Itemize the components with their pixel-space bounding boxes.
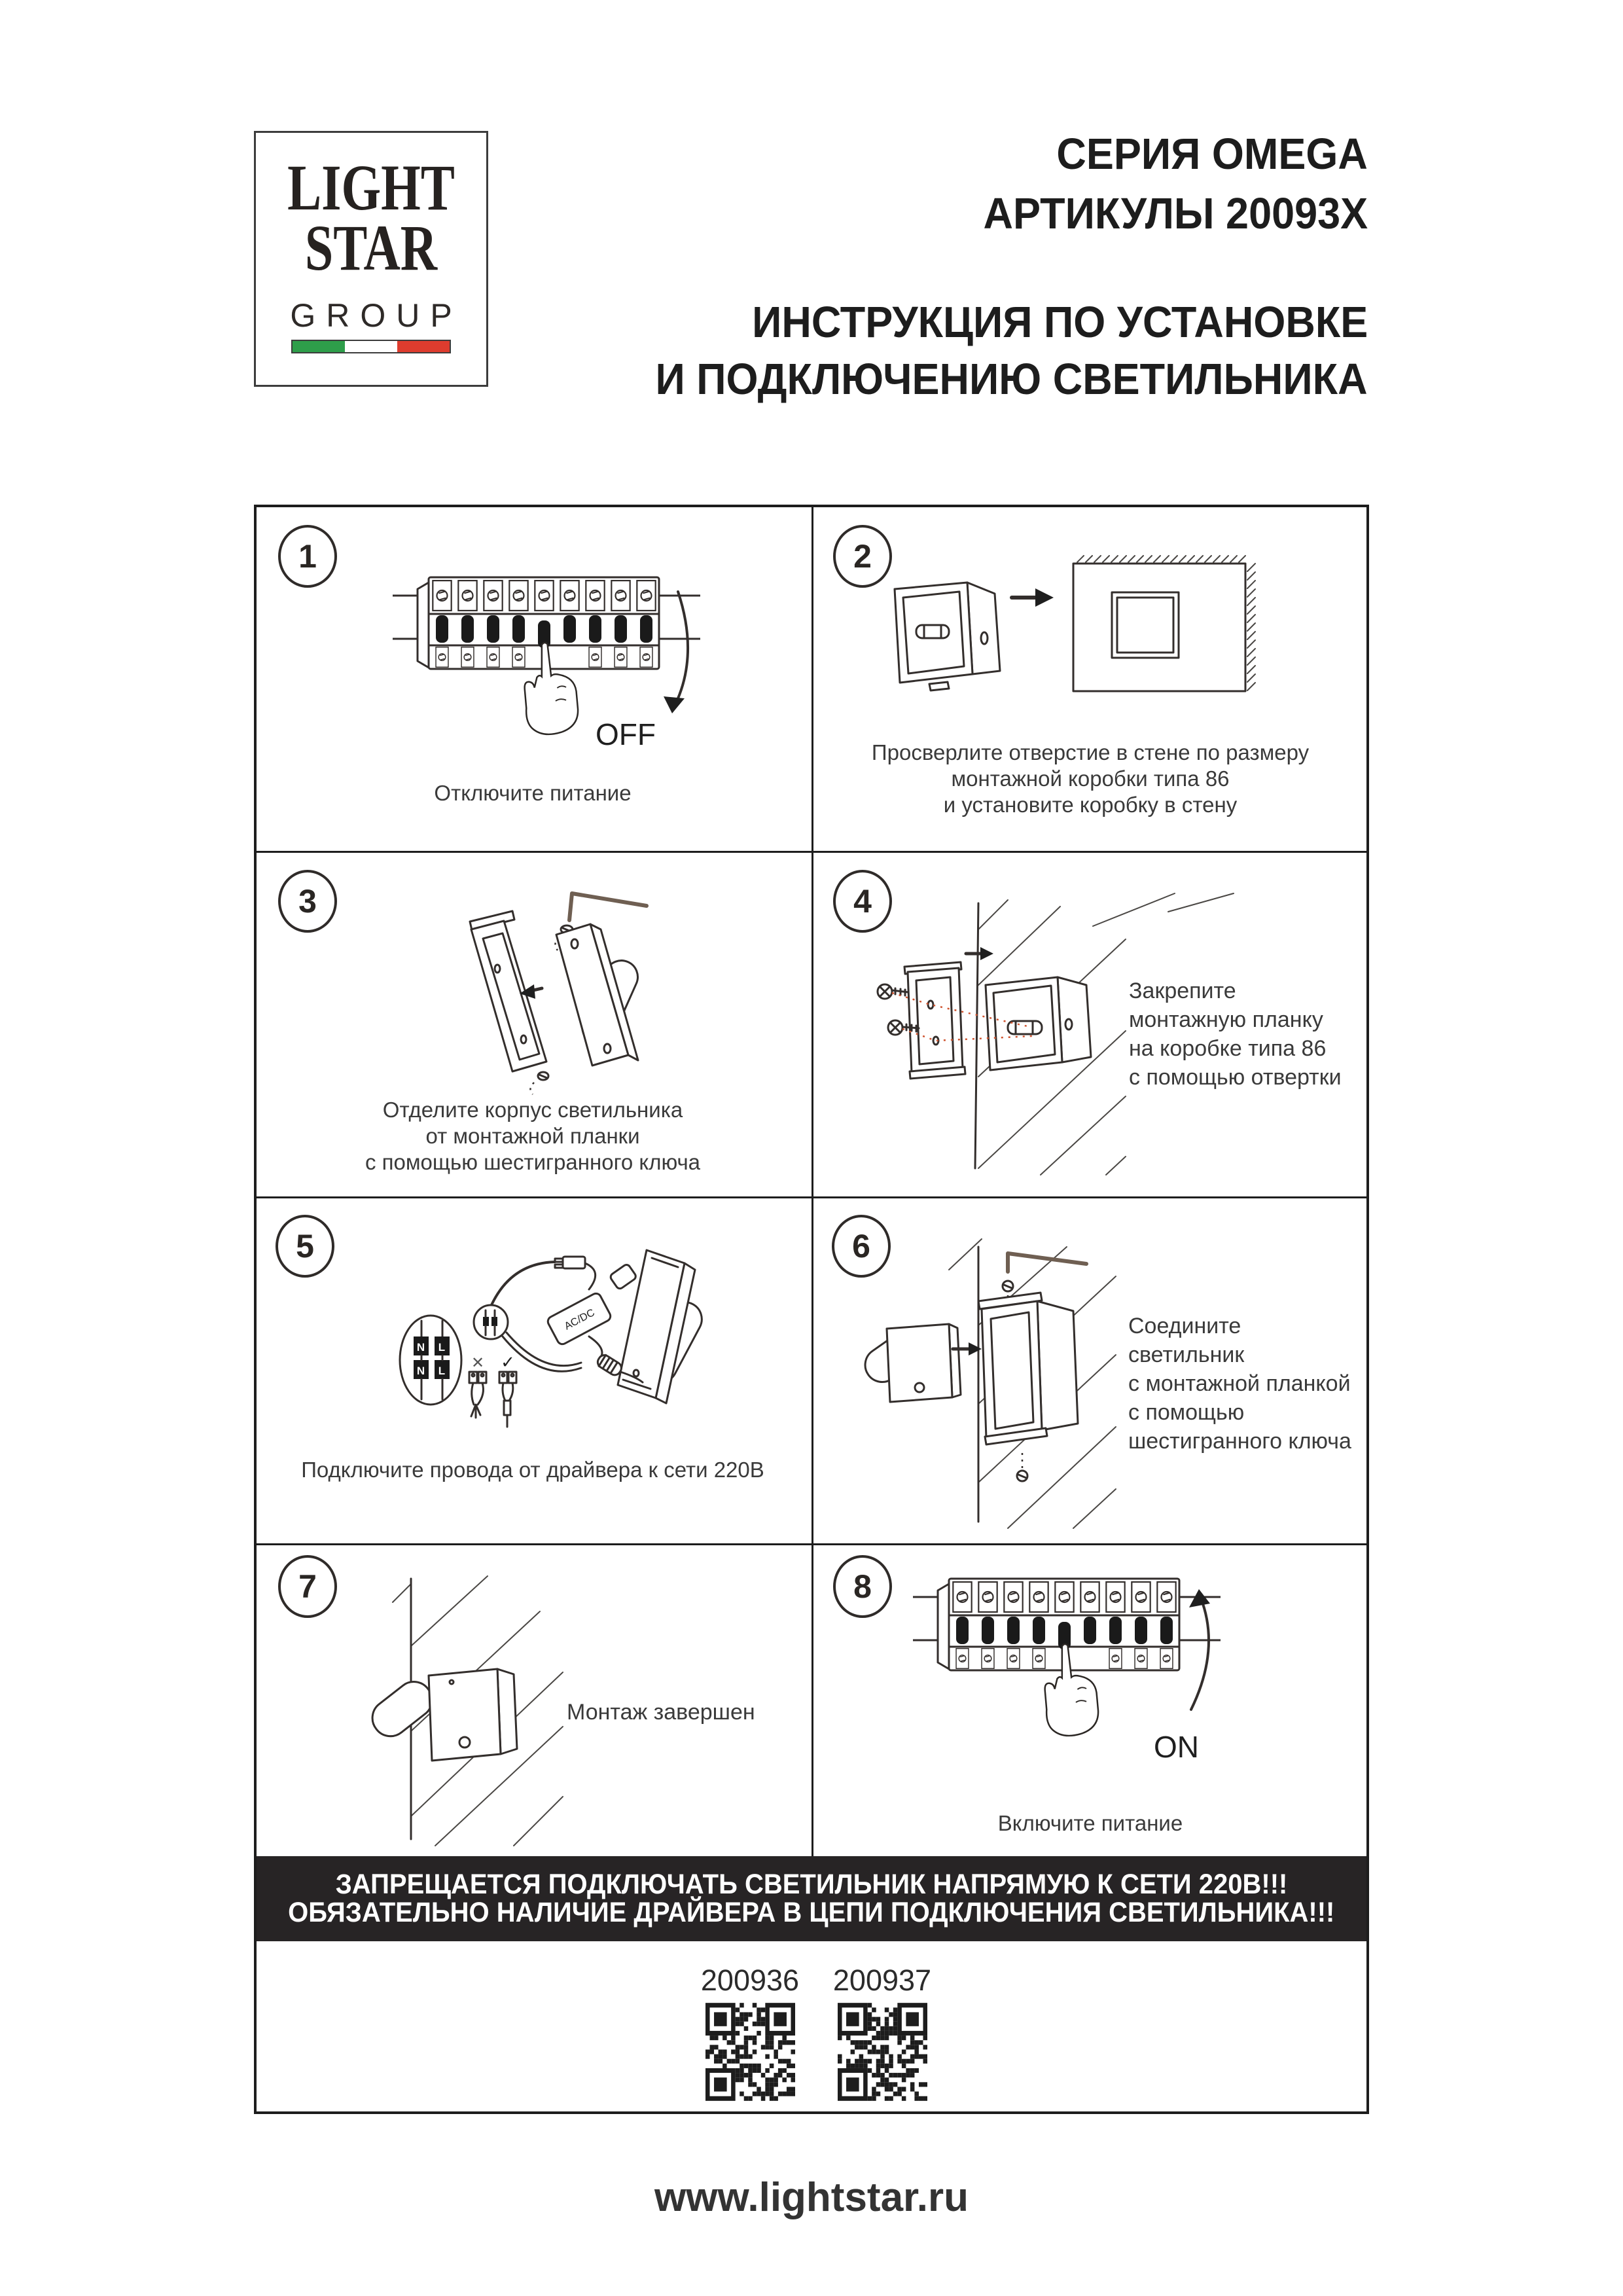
step5-caption: Подключите провода от драйвера к сети 220В (301, 1458, 764, 1482)
step4-text-line2: монтажную планку (1129, 1007, 1323, 1032)
arrow-right-icon (1012, 588, 1054, 607)
arrow-up-icon (1189, 1589, 1210, 1710)
wall-box-icon (986, 977, 1091, 1070)
step8-number: 8 (833, 1555, 892, 1618)
instruction-title-line1: ИНСТРУКЦИЯ ПО УСТАНОВКЕ (751, 298, 1368, 347)
mounting-box-icon (895, 583, 1000, 691)
qr-code-left (705, 2003, 795, 2101)
step4-number: 4 (833, 870, 892, 933)
italian-flag-icon (291, 340, 451, 353)
flag-green (293, 341, 345, 352)
lamp-assembly-icon (609, 1250, 708, 1403)
terminal-n-bottom: N (416, 1365, 425, 1377)
wall-with-hole-icon (1073, 556, 1255, 691)
step6-side-text (1128, 1312, 1351, 1456)
driver-icon (546, 1292, 612, 1360)
step6-text-line2: светильник (1128, 1342, 1245, 1367)
on-label: ON (1154, 1730, 1199, 1764)
step3-caption-line2: от монтажной планки (425, 1124, 640, 1148)
step3-caption-line3: с помощью шестигранного ключа (365, 1150, 701, 1174)
step3-caption (255, 1097, 810, 1175)
qr-label-left: 200936 (700, 1964, 800, 1997)
warning-banner (257, 1856, 1366, 1941)
breaker-panel-icon (913, 1579, 1221, 1736)
wrong-mark: ✕ (471, 1354, 485, 1372)
step6-text-line5: шестигранного ключа (1128, 1429, 1351, 1454)
step8-caption: Включите питание (997, 1811, 1183, 1835)
lamp-body-icon (556, 924, 643, 1066)
lightstar-logo (254, 131, 488, 387)
step5-number: 5 (276, 1215, 334, 1278)
step2-caption-line2: монтажной коробки типа 86 (951, 766, 1230, 791)
column-divider (812, 507, 813, 1856)
lamp-icon (859, 1324, 961, 1402)
magnifier-terminals-icon (400, 1316, 461, 1405)
mounted-lamp-icon (365, 1669, 517, 1761)
step3-caption-line1: Отделите корпус светильника (382, 1098, 683, 1122)
articles-title: АРТИКУЛЫ 20093Х (983, 189, 1368, 238)
step6-number: 6 (832, 1215, 891, 1278)
connector-plug-icon (491, 1257, 596, 1306)
step1-illustration (393, 569, 700, 766)
logo-word-light: LIGHT (287, 151, 455, 224)
cable-collar-icon (609, 1263, 637, 1290)
hex-key-icon (569, 893, 647, 920)
qr-label-right: 200937 (832, 1964, 932, 1997)
series-title: СЕРИЯ OMEGA (1056, 130, 1368, 179)
flag-white (345, 341, 397, 352)
logo-word-star: STAR (304, 211, 438, 284)
warning-line2: ОБЯЗАТЕЛЬНО НАЛИЧИЕ ДРАЙВЕРА В ЦЕПИ ПОДКЛЮЧЕНИЯ СВЕТИЛЬНИКА!!! (288, 1897, 1335, 1928)
hex-key-icon (1008, 1253, 1086, 1272)
step4-text-line4: с помощью отвертки (1129, 1065, 1342, 1090)
instruction-title-line2: И ПОДКЛЮЧЕНИЮ СВЕТИЛЬНИКА (655, 355, 1368, 404)
screw-bottom-icon (1017, 1451, 1027, 1481)
terminal-n-top: N (416, 1341, 425, 1354)
right-mark: ✓ (501, 1352, 515, 1372)
flag-red (397, 341, 450, 352)
off-label: OFF (596, 717, 656, 751)
callout-circle-icon (474, 1305, 508, 1339)
arrow-right-icon (966, 947, 993, 960)
step7-side-text: Монтаж завершен (567, 1700, 755, 1725)
terminal-l-top: L (438, 1341, 446, 1354)
step4-text-line3: на коробке типа 86 (1129, 1036, 1327, 1061)
logo-word-group: GROUP (290, 297, 463, 334)
breaker-panel-icon (393, 577, 700, 734)
step4-text-line1: Закрепите (1129, 978, 1236, 1003)
step8-illustration (913, 1571, 1221, 1767)
step4-side-text (1129, 977, 1342, 1092)
qr-code-right (838, 2003, 927, 2101)
right-wire-icon (499, 1352, 516, 1427)
step6-text-line1: Соедините (1128, 1314, 1241, 1338)
arrow-down-icon (664, 592, 688, 713)
wall-plate-icon (978, 1293, 1078, 1444)
footer-website: www.lightstar.ru (654, 2175, 969, 2220)
step5-illustration (393, 1237, 707, 1440)
mounting-plate-icon (904, 962, 965, 1079)
warning-line1: ЗАПРЕЩАЕТСЯ ПОДКЛЮЧАТЬ СВЕТИЛЬНИК НАПРЯМУЮ К СЕТИ 220В!!! (335, 1869, 1288, 1900)
step1-number: 1 (278, 525, 337, 588)
step2-caption (813, 740, 1368, 818)
step7-number: 7 (278, 1555, 337, 1618)
step2-number: 2 (833, 525, 892, 588)
wrong-wire-icon (469, 1354, 486, 1418)
step6-text-line4: с помощью (1128, 1400, 1245, 1425)
step3-number: 3 (278, 870, 337, 933)
step6-text-line3: с монтажной планкой (1128, 1371, 1351, 1396)
driver-label: AC/DC (562, 1307, 597, 1333)
step1-caption: Отключите питание (434, 781, 632, 805)
step2-illustration (890, 560, 1335, 717)
terminal-l-bottom: L (438, 1365, 446, 1377)
step3-illustration (425, 884, 687, 1086)
step2-caption-line3: и установите коробку в стену (943, 793, 1238, 817)
step2-caption-line1: Просверлите отверстие в стене по размеру (871, 740, 1310, 764)
